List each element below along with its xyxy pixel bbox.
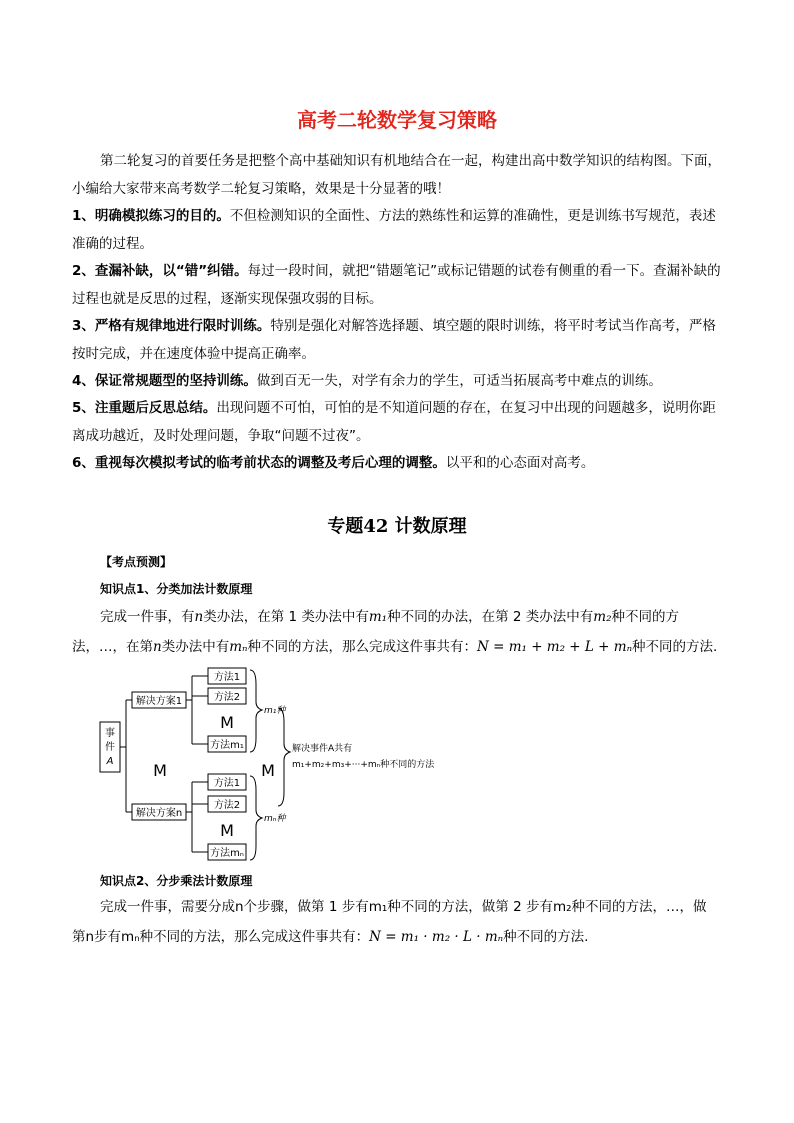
item-text: 做到百无一失，对学有余力的学生，可适当拓展高考中难点的训练。 — [256, 373, 662, 389]
item-text: 不但检测知识的全面性、方法的熟练性和运算的准确性，更是训练书写规范，表述准确的过程。 — [72, 208, 716, 252]
item-lead: 6、重视每次模拟考试的临考前状态的调整及考后心理的调整。 — [72, 455, 446, 471]
math-m2: m₂ — [593, 609, 612, 625]
list-item — [72, 203, 724, 258]
text-run: 种不同的办法，在第 2 类办法中有 — [387, 609, 594, 625]
method-label: 方法mₙ — [210, 848, 244, 859]
kp1-heading: 知识点1、分类加法计数原理 — [100, 582, 253, 596]
list-item — [72, 258, 724, 313]
list-item — [72, 313, 724, 368]
method-label: 方法m₁ — [210, 740, 244, 751]
math-n: n — [153, 639, 162, 655]
kp2-heading: 知识点2、分步乘法计数原理 — [100, 874, 253, 888]
addition-principle-diagram — [96, 664, 446, 864]
text-run: 种不同的方法，那么完成这件事共有： — [247, 639, 477, 655]
kp1-paragraph — [72, 602, 724, 632]
method-label: 方法2 — [213, 800, 241, 811]
text-run: 类办法中有 — [161, 639, 230, 655]
text-run: 第n步有mₙ种不同的方法，那么完成这件事共有： — [72, 929, 370, 945]
ellipsis-mark: M — [220, 821, 234, 840]
brace-bottom — [250, 776, 262, 860]
kp1-paragraph-2 — [72, 632, 724, 662]
item-lead: 3、严格有规律地进行限时训练。 — [72, 318, 271, 334]
ellipsis-mark: M — [153, 761, 167, 780]
text-run: 类办法，在第 1 类办法中有 — [203, 609, 369, 625]
text-run: 种不同的方法. — [503, 929, 589, 945]
plann-label: 解决方案n — [135, 808, 183, 819]
text-run: 种不同的方 — [611, 609, 679, 625]
intro-paragraph: 第二轮复习的首要任务是把整个高中基础知识有机地结合在一起，构建出高中数学知识的结构图。下面，小编给大家带来高考数学二轮复习策略，效果是十分显著的哦！ — [72, 153, 721, 197]
result-line-1: 解决事件A共有 — [292, 744, 353, 754]
section-title: 专题42 计数原理 — [327, 516, 467, 537]
text-run: 种不同的方法. — [632, 639, 718, 655]
brace-total — [278, 708, 290, 806]
ellipsis-mark: M — [220, 713, 234, 732]
m1-label: m₁种 — [264, 706, 286, 716]
mn-label: mₙ种 — [264, 814, 286, 824]
method-label: 方法1 — [213, 778, 241, 789]
formula-product: N = m₁ · m₂ · L · mₙ — [369, 929, 504, 945]
list-item — [72, 450, 724, 478]
event-char: 件 — [105, 742, 115, 753]
kp2-paragraph: 完成一件事，需要分成n个步骤，做第 1 步有m₁种不同的方法，做第 2 步有m₂种不同的方法，…，做 — [100, 899, 707, 915]
formula-sum: N = m₁ + m₂ + L + mₙ — [476, 639, 633, 655]
math-n: n — [194, 609, 204, 625]
event-char: A — [106, 756, 114, 767]
method-label: 方法2 — [213, 692, 241, 703]
brace-top — [250, 670, 262, 752]
item-lead: 5、注重题后反思总结。 — [72, 400, 217, 416]
method-label: 方法1 — [213, 672, 241, 683]
item-text: 特别是强化对解答选择题、填空题的限时训练，将平时考试当作高考，严格按时完成，并在速度体验中提高正确率。 — [72, 318, 716, 362]
math-mn: mₙ — [229, 639, 248, 655]
plan1-label: 解决方案1 — [135, 696, 183, 707]
section-label: 【考点预测】 — [100, 555, 173, 569]
text-run: 完成一件事，有 — [100, 609, 195, 625]
item-lead: 4、保证常规题型的坚持训练。 — [72, 373, 257, 389]
kp2-paragraph-2 — [72, 922, 724, 952]
item-text: 以平和的心态面对高考。 — [445, 455, 595, 471]
page-title: 高考二轮数学复习策略 — [297, 108, 497, 132]
text-run: 法，…，在第 — [72, 639, 153, 655]
list-item — [72, 368, 724, 396]
item-lead: 1、明确模拟练习的目的。 — [72, 208, 230, 224]
list-item — [72, 395, 724, 450]
item-text: 每过一段时间，就把“错题笔记”或标记错题的试卷有侧重的看一下。查漏补缺的过程也就是反思的过程，逐渐实现保强攻弱的目标。 — [72, 263, 721, 307]
item-text: 出现问题不可怕，可怕的是不知道问题的存在，在复习中出现的问题越多，说明你距离成功越近，及时处理问题，争取“问题不过夜”。 — [72, 400, 716, 444]
event-char: 事 — [105, 728, 115, 739]
math-m1: m₁ — [368, 609, 388, 625]
item-lead: 2、查漏补缺，以“错”纠错。 — [72, 263, 248, 279]
result-line-2: m₁+m₂+m₃+···+mₙ种不同的方法 — [292, 760, 435, 770]
ellipsis-mark: M — [261, 761, 275, 780]
